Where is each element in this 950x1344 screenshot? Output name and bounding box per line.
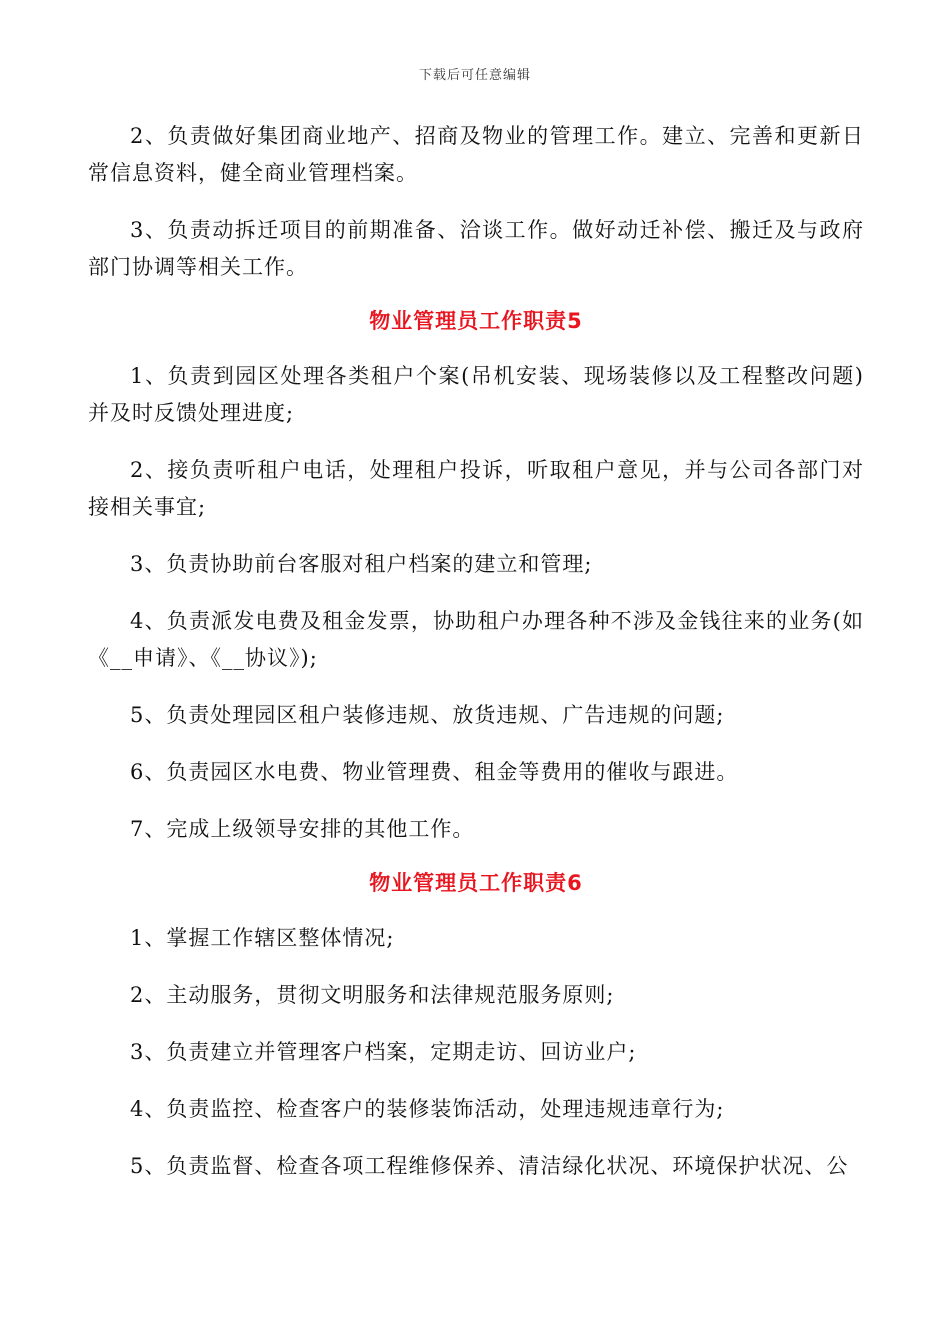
section-heading: 物业管理员工作职责6 xyxy=(369,871,583,895)
paragraph: 5、负责处理园区租户装修违规、放货违规、广告违规的问题; xyxy=(130,703,725,727)
paragraph: 3、负责动拆迁项目的前期准备、洽谈工作。做好动迁补偿、搬迁及与政府部门协调等相关工作。 xyxy=(88,218,864,279)
paragraph: 7、完成上级领导安排的其他工作。 xyxy=(130,817,475,841)
paragraph: 3、负责协助前台客服对租户档案的建立和管理; xyxy=(130,552,593,576)
paragraph: 6、负责园区水电费、物业管理费、租金等费用的催收与跟进。 xyxy=(130,760,739,784)
paragraph: 1、掌握工作辖区整体情况; xyxy=(130,926,395,950)
paragraph: 2、接负责听租户电话，处理租户投诉，听取租户意见，并与公司各部门对接相关事宜; xyxy=(88,458,864,519)
document-body xyxy=(88,118,864,1205)
paragraph: 1、负责到园区处理各类租户个案(吊机安装、现场装修以及工程整改问题)并及时反馈处理进度; xyxy=(88,364,864,425)
paragraph: 4、负责监控、检查客户的装修装饰活动，处理违规违章行为; xyxy=(130,1097,725,1121)
paragraph: 3、负责建立并管理客户档案，定期走访、回访业户; xyxy=(130,1040,637,1064)
paragraph: 2、主动服务，贯彻文明服务和法律规范服务原则; xyxy=(130,983,615,1007)
paragraph: 4、负责派发电费及租金发票，协助租户办理各种不涉及金钱往来的业务(如《__申请》、《__协议》); xyxy=(88,609,864,670)
paragraph: 2、负责做好集团商业地产、招商及物业的管理工作。建立、完善和更新日常信息资料，健全商业管理档案。 xyxy=(88,124,864,185)
paragraph: 5、负责监督、检查各项工程维修保养、清洁绿化状况、环境保护状况、公 xyxy=(130,1154,849,1178)
section-heading: 物业管理员工作职责5 xyxy=(369,309,583,333)
page-header: 下载后可任意编辑 xyxy=(418,68,531,83)
